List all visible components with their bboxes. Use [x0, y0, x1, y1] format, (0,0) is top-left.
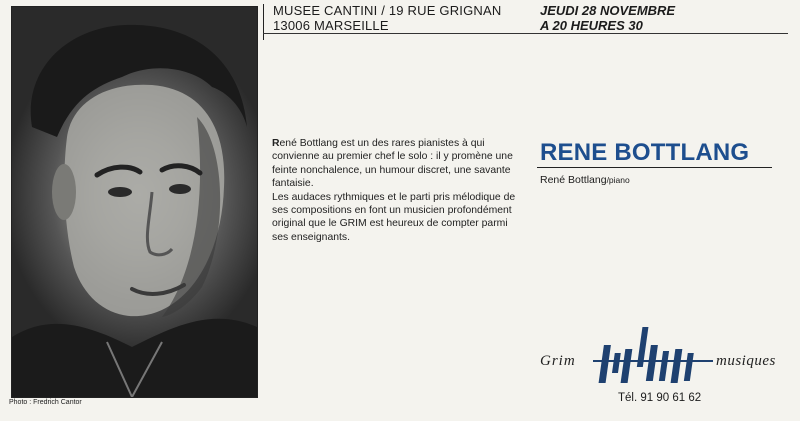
- phone-number: Tél. 91 90 61 62: [618, 392, 702, 404]
- logo-text-musiques: musiques: [716, 353, 776, 369]
- logo-text-grim: Grim: [540, 353, 576, 369]
- venue-line-1: MUSEE CANTINI / 19 RUE GRIGNAN: [273, 3, 502, 18]
- performer-name: René Bottlang: [540, 174, 607, 186]
- artist-rule: [537, 167, 772, 168]
- vertical-divider: [263, 4, 264, 40]
- bio-paragraph-1-rest: ené Bottlang est un des rares pianistes à qui convienne au premier chef le solo : il y promène une feinte nonchalence, un humour discret, une savante fantaisie.: [272, 138, 513, 190]
- photo-credit: Photo : Fredrich Cantor: [9, 399, 82, 406]
- date-line-2: A 20 HEURES 30: [540, 18, 643, 33]
- portrait-photo: [11, 6, 258, 398]
- bio-text: [272, 137, 522, 244]
- performer-instrument: /piano: [606, 175, 630, 185]
- bio-first-letter: R: [272, 138, 280, 149]
- grim-logo: [538, 323, 793, 389]
- artist-title: RENE BOTTLANG: [540, 139, 750, 166]
- grim-logo-mark-icon: [593, 323, 713, 389]
- bio-paragraph-2: Les audaces rythmiques et le parti pris mélodique de ses compositions en font un musicien profondément original que le GRIM est heureux de compter parmi ses enseignants.: [272, 191, 516, 243]
- bio-paragraph-1: [272, 137, 522, 191]
- date-block: [540, 3, 675, 33]
- header-rule: [263, 33, 788, 34]
- performer-line: [540, 174, 630, 186]
- date-line-1: JEUDI 28 NOVEMBRE: [540, 3, 676, 18]
- venue-line-2: 13006 MARSEILLE: [273, 18, 389, 33]
- venue-block: [273, 3, 501, 33]
